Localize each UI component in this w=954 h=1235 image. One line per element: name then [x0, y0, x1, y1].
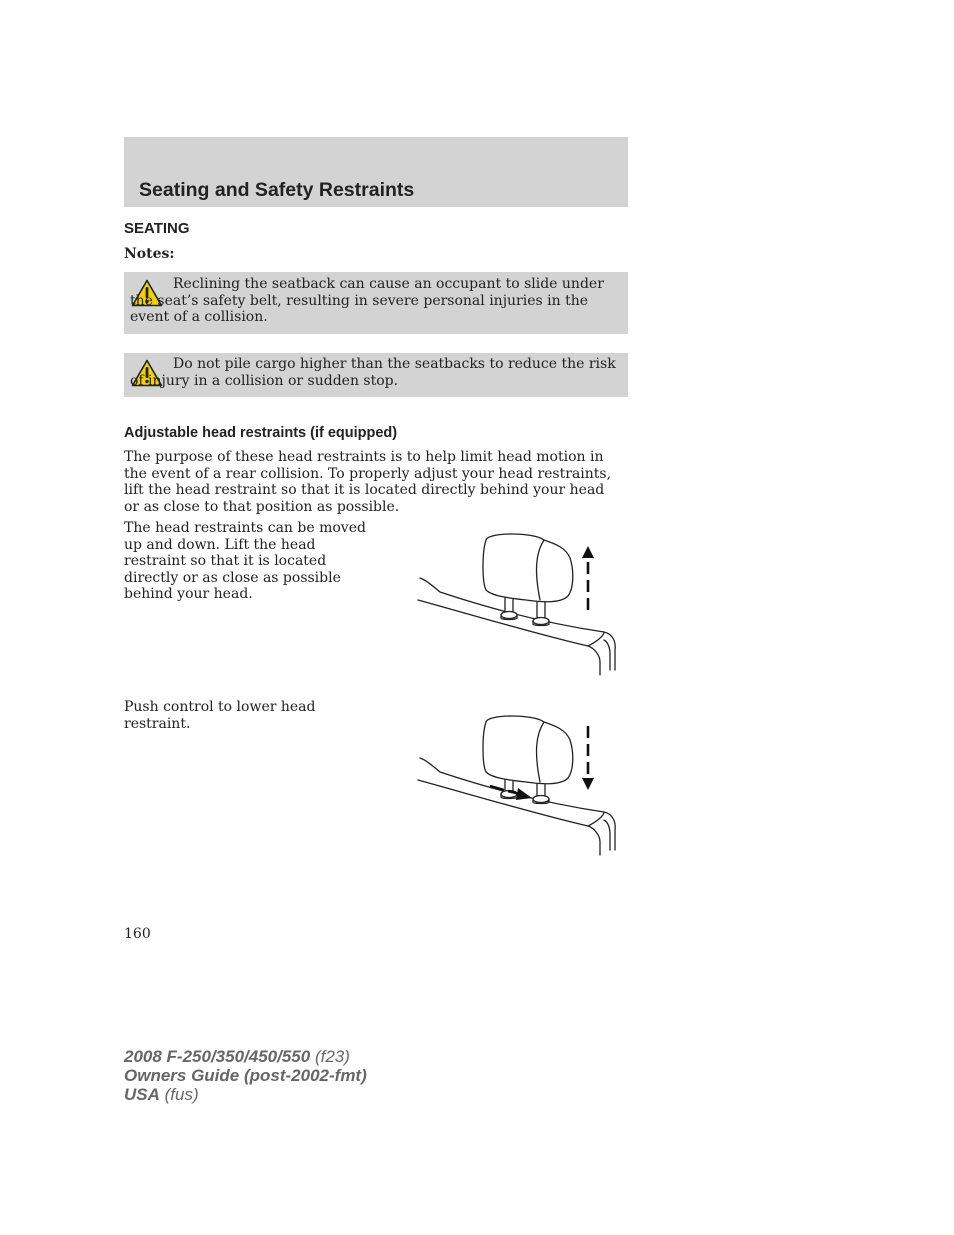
- section-header-band: [124, 137, 628, 207]
- footer-market-code: (fus): [164, 1085, 199, 1104]
- seating-heading: SEATING: [124, 220, 190, 237]
- head-restraint-raise-illustration: [416, 530, 621, 680]
- warning-text-recline: Reclining the seatback can cause an occupant to slide under the seat’s safety belt, resulting in severe personal injuries in the event of a collision.: [130, 276, 604, 325]
- footer-market: USA: [124, 1085, 160, 1104]
- footer-model-code: (f23): [314, 1047, 350, 1066]
- notes-label: Notes:: [124, 246, 175, 262]
- footer-guide: Owners Guide (post-2002-fmt): [124, 1066, 367, 1085]
- footer-model: 2008 F-250/350/450/550: [124, 1047, 311, 1066]
- head-restraint-lower-illustration: [416, 710, 621, 860]
- head-restraints-intro: The purpose of these head restraints is to help limit head motion in the event of a rear collision. To properly adjust your head restraints, lift the head restraint so that it is located directly behind your head or as close to that position as possible.: [124, 449, 612, 515]
- warning-box-recline: [124, 272, 628, 334]
- raise-instructions: The head restraints can be moved up and down. Lift the head restraint so that it is located directly or as close as possible behind your head.: [124, 520, 366, 602]
- warning-box-cargo: [124, 353, 628, 397]
- warning-text-cargo: Do not pile cargo higher than the seatbacks to reduce the risk of injury in a collision or sudden stop.: [130, 356, 616, 389]
- document-footer: [124, 1047, 367, 1104]
- lower-instructions: Push control to lower head restraint.: [124, 699, 316, 732]
- page-number: 160: [124, 926, 151, 942]
- section-title: Seating and Safety Restraints: [139, 179, 415, 201]
- head-restraints-heading: Adjustable head restraints (if equipped): [124, 425, 398, 441]
